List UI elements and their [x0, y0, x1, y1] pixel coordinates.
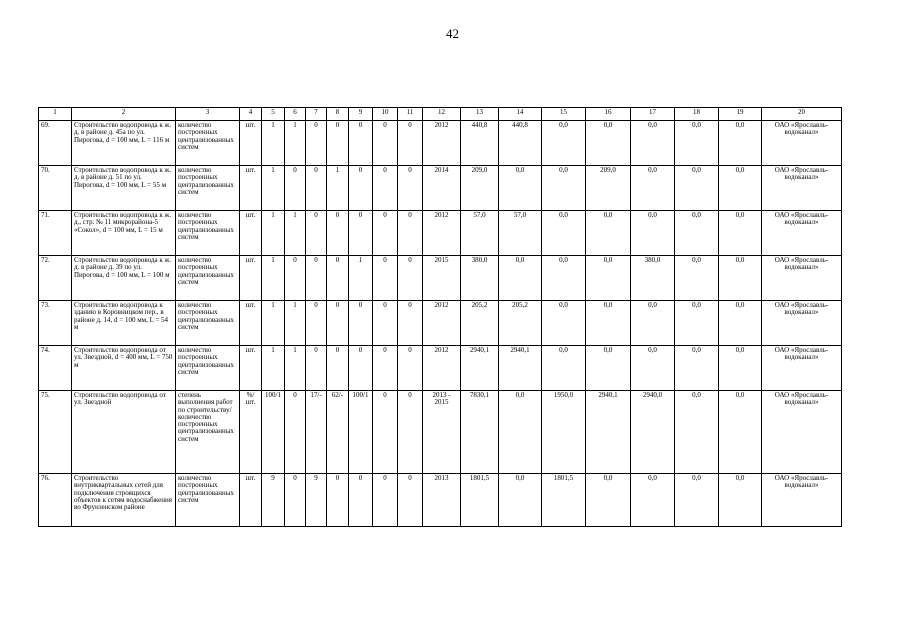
table-cell: 1 — [262, 346, 285, 391]
table-cell: 0,0 — [675, 166, 719, 211]
table-cell: 0 — [398, 301, 423, 346]
table-cell: 2013 — [423, 474, 461, 527]
table-cell: шт. — [240, 166, 262, 211]
table-cell: 17/- — [306, 391, 327, 474]
table-row — [39, 346, 842, 391]
table-cell: 0,0 — [542, 301, 586, 346]
table-cell: 0,0 — [675, 121, 719, 166]
table-cell: Строительство водопровода к ж. д. в районе д. 51 по ул. Пирогова, d = 100 мм, L = 55 м — [72, 166, 176, 211]
column-header: 12 — [423, 108, 461, 121]
table-cell: 0 — [373, 346, 398, 391]
table-row — [39, 166, 842, 211]
table-cell: ОАО «Ярославль-водоканал» — [762, 346, 842, 391]
table-cell: 0 — [306, 301, 327, 346]
table-cell: 0 — [306, 211, 327, 256]
table-row — [39, 391, 842, 474]
measures-table — [38, 107, 842, 527]
table-cell: 0 — [373, 301, 398, 346]
table-cell: ОАО «Ярославль-водоканал» — [762, 256, 842, 301]
table-cell: 0,0 — [719, 346, 762, 391]
column-header: 20 — [762, 108, 842, 121]
table-cell: количество построенных централизованных систем — [176, 166, 240, 211]
table-cell: 380,0 — [461, 256, 499, 301]
table-cell: ОАО «Ярославль-водоканал» — [762, 391, 842, 474]
table-cell: шт. — [240, 256, 262, 301]
table-cell: 1 — [349, 256, 373, 301]
table-cell: 209,0 — [586, 166, 631, 211]
table-cell: 0,0 — [631, 346, 675, 391]
table-cell: 0 — [306, 346, 327, 391]
table-cell: 0,0 — [719, 256, 762, 301]
table-cell: 1 — [262, 166, 285, 211]
table-cell: 0 — [398, 346, 423, 391]
table-cell: ОАО «Ярославль-водоканал» — [762, 474, 842, 527]
table-cell: 2015 — [423, 256, 461, 301]
table-cell: 100/1 — [349, 391, 373, 474]
table-cell: 2014 — [423, 166, 461, 211]
table-cell: 0 — [327, 346, 349, 391]
table-cell: Строительство водопровода от ул. Звездной, d = 400 мм, L = 750 м — [72, 346, 176, 391]
table-cell: 1 — [285, 301, 306, 346]
table-cell: Строительство водопровода к ж. д. в районе д. 39 по ул. Пирогова, d = 100 мм, L = 100 м — [72, 256, 176, 301]
table-cell: 0,0 — [719, 211, 762, 256]
table-cell: 0 — [398, 391, 423, 474]
table-cell: 0,0 — [675, 474, 719, 527]
table-cell: 1 — [327, 166, 349, 211]
table-cell: 100/1 — [262, 391, 285, 474]
table-cell: 7830,1 — [461, 391, 499, 474]
table-cell: 0,0 — [542, 211, 586, 256]
table-cell: 0 — [398, 474, 423, 527]
table-cell: 62/- — [327, 391, 349, 474]
table-cell: 2940,0 — [631, 391, 675, 474]
table-row — [39, 121, 842, 166]
table-cell: 9 — [262, 474, 285, 527]
table-cell: 0 — [327, 474, 349, 527]
table-cell: 2012 — [423, 301, 461, 346]
table-cell: 0,0 — [631, 211, 675, 256]
table-cell: 0 — [373, 391, 398, 474]
table-cell: 0,0 — [631, 121, 675, 166]
table-cell: 0 — [285, 474, 306, 527]
table-cell: 0,0 — [586, 474, 631, 527]
table-cell: 0 — [285, 256, 306, 301]
table-cell: 0 — [285, 166, 306, 211]
table-cell: 0 — [306, 256, 327, 301]
table-cell: количество построенных централизованных систем — [176, 474, 240, 527]
table-cell: 0,0 — [586, 346, 631, 391]
column-header: 2 — [72, 108, 176, 121]
table-cell: 0,0 — [719, 391, 762, 474]
column-header: 3 — [176, 108, 240, 121]
table-cell: 0 — [398, 256, 423, 301]
table-cell: ОАО «Ярославль-водоканал» — [762, 211, 842, 256]
table-cell: 0 — [349, 346, 373, 391]
column-header: 9 — [349, 108, 373, 121]
table-cell: 380,0 — [631, 256, 675, 301]
table-cell: шт. — [240, 121, 262, 166]
table-cell: 2940,1 — [499, 346, 542, 391]
table-cell: 0 — [306, 121, 327, 166]
table-cell: шт. — [240, 346, 262, 391]
table-cell: 2013 - 2015 — [423, 391, 461, 474]
table-cell: 0 — [373, 211, 398, 256]
table-cell: %/ шт. — [240, 391, 262, 474]
column-header: 5 — [262, 108, 285, 121]
table-cell: 0,0 — [719, 474, 762, 527]
table-cell: Строительство внутриквартальных сетей для подключения строящихся объектов к сетям водоснабжения во Фрунзенском районе — [72, 474, 176, 527]
table-cell: 2940,1 — [586, 391, 631, 474]
table-cell: 0 — [349, 121, 373, 166]
column-header: 8 — [327, 108, 349, 121]
table-cell: 75. — [39, 391, 72, 474]
table-cell: шт. — [240, 301, 262, 346]
table-cell: 2012 — [423, 121, 461, 166]
table-cell: 0 — [398, 211, 423, 256]
table-cell: 0 — [373, 121, 398, 166]
column-header: 14 — [499, 108, 542, 121]
table-row — [39, 301, 842, 346]
table-cell: ОАО «Ярославль-водоканал» — [762, 166, 842, 211]
table-cell: 0,0 — [631, 474, 675, 527]
table-cell: количество построенных централизованных систем — [176, 256, 240, 301]
table-cell: 0,0 — [542, 121, 586, 166]
table-cell: 1 — [262, 211, 285, 256]
table-cell: 0,0 — [586, 121, 631, 166]
table-cell: 1 — [262, 301, 285, 346]
table-cell: ОАО «Ярославль-водоканал» — [762, 301, 842, 346]
table-cell: 76. — [39, 474, 72, 527]
table-cell: 0,0 — [675, 346, 719, 391]
table-cell: 0 — [285, 391, 306, 474]
table-cell: 0,0 — [719, 121, 762, 166]
column-header: 11 — [398, 108, 423, 121]
column-header: 1 — [39, 108, 72, 121]
table-cell: 0,0 — [542, 256, 586, 301]
table-cell: 0,0 — [499, 256, 542, 301]
table-cell: 1801,5 — [542, 474, 586, 527]
table-cell: 57,0 — [499, 211, 542, 256]
table-cell: 0,0 — [631, 301, 675, 346]
table-cell: 0,0 — [719, 301, 762, 346]
table-cell: 2940,1 — [461, 346, 499, 391]
table-cell: 74. — [39, 346, 72, 391]
table-cell: 73. — [39, 301, 72, 346]
table-cell: 0 — [327, 121, 349, 166]
table-cell: количество построенных централизованных систем — [176, 346, 240, 391]
table-cell: 1 — [285, 121, 306, 166]
table-row — [39, 256, 842, 301]
column-header: 4 — [240, 108, 262, 121]
table-cell: 0 — [373, 474, 398, 527]
page-number: 42 — [446, 26, 459, 41]
header-row — [39, 108, 842, 121]
table-cell: количество построенных централизованных систем — [176, 211, 240, 256]
table-cell: 0 — [306, 166, 327, 211]
column-header: 19 — [719, 108, 762, 121]
table-cell: 0 — [327, 301, 349, 346]
table-cell: 205,2 — [499, 301, 542, 346]
table-cell: шт. — [240, 211, 262, 256]
table-cell: 0,0 — [675, 211, 719, 256]
table-cell: 71. — [39, 211, 72, 256]
table-cell: 1 — [262, 121, 285, 166]
column-header: 7 — [306, 108, 327, 121]
column-header: 13 — [461, 108, 499, 121]
table-cell: 205,2 — [461, 301, 499, 346]
table-cell: Строительство водопровода к ж. д. в районе д. 45а по ул. Пирогова, d = 100 мм, L = 116 м — [72, 121, 176, 166]
table-cell: Строительство водопровода к зданию в Коровницком пер., в районе д. 14, d = 100 мм, L = 54 м — [72, 301, 176, 346]
table-cell: количество построенных централизованных систем — [176, 301, 240, 346]
table-cell: 69. — [39, 121, 72, 166]
table-cell: степень выполнения работ по строительству/количество построенных централизованных систем — [176, 391, 240, 474]
column-header: 17 — [631, 108, 675, 121]
table-cell: 57,0 — [461, 211, 499, 256]
table-cell: ОАО «Ярославль-водоканал» — [762, 121, 842, 166]
table-cell: 0 — [349, 301, 373, 346]
table-cell: количество построенных централизованных систем — [176, 121, 240, 166]
table-cell: 2012 — [423, 211, 461, 256]
table-cell: 0,0 — [542, 166, 586, 211]
table-cell: 0,0 — [675, 256, 719, 301]
table-cell: 1 — [285, 211, 306, 256]
table-cell: 0,0 — [499, 391, 542, 474]
table-cell: 209,0 — [461, 166, 499, 211]
table-cell: 1950,0 — [542, 391, 586, 474]
table-cell: 0 — [398, 121, 423, 166]
table-cell: Строительство водопровода от ул. Звездной — [72, 391, 176, 474]
table-cell: 0 — [373, 256, 398, 301]
table-cell: 0,0 — [675, 391, 719, 474]
table-cell: 0,0 — [586, 211, 631, 256]
table-cell: 0,0 — [719, 166, 762, 211]
table-cell: Строительство водопровода к ж. д., стр. № 11 микрорайона-5 «Сокол», d = 100 мм, L = 15 м — [72, 211, 176, 256]
table-cell: 440,8 — [499, 121, 542, 166]
table-cell: 440,8 — [461, 121, 499, 166]
table-cell: 0 — [349, 166, 373, 211]
table-cell: 0,0 — [631, 166, 675, 211]
table-cell: 0 — [327, 256, 349, 301]
table-cell: 1801,5 — [461, 474, 499, 527]
table-cell: 0 — [327, 211, 349, 256]
table-cell: 0,0 — [586, 301, 631, 346]
table-cell: 2012 — [423, 346, 461, 391]
table-cell: 0,0 — [499, 166, 542, 211]
table-cell: 72. — [39, 256, 72, 301]
column-header: 16 — [586, 108, 631, 121]
column-header: 6 — [285, 108, 306, 121]
table-cell: 0 — [398, 166, 423, 211]
table-cell: 1 — [285, 346, 306, 391]
table-row — [39, 211, 842, 256]
table-cell: шт. — [240, 474, 262, 527]
table-cell: 0,0 — [675, 301, 719, 346]
table-cell: 0,0 — [542, 346, 586, 391]
column-header: 15 — [542, 108, 586, 121]
table-cell: 70. — [39, 166, 72, 211]
table-cell: 0,0 — [586, 256, 631, 301]
table-cell: 0,0 — [499, 474, 542, 527]
column-header: 10 — [373, 108, 398, 121]
table-row — [39, 474, 842, 527]
table-cell: 0 — [373, 166, 398, 211]
column-header: 18 — [675, 108, 719, 121]
table-cell: 1 — [262, 256, 285, 301]
table-cell: 9 — [306, 474, 327, 527]
table-cell: 0 — [349, 474, 373, 527]
table-cell: 0 — [349, 211, 373, 256]
